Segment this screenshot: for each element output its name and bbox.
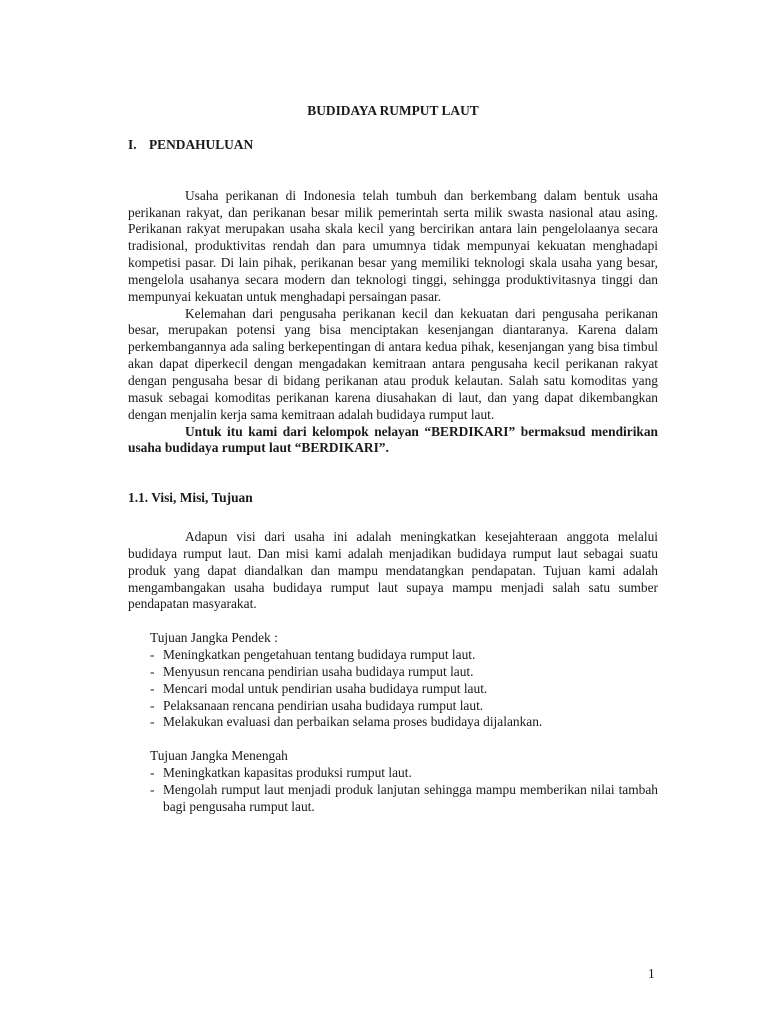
bullet-dash: -	[150, 714, 155, 730]
gap	[128, 731, 658, 748]
intent-paragraph: Untuk itu kami dari kelompok nelayan “BERDIKARI” bermaksud mendirikan usaha budidaya rumput laut “BERDIKARI”.	[128, 423, 658, 456]
list-item-text: Menyusun rencana pendirian usaha budidaya rumput laut.	[163, 663, 474, 679]
short-term-goals-list	[128, 647, 658, 731]
list-item	[150, 681, 658, 698]
page-number: 1	[648, 966, 655, 981]
list-item	[150, 782, 658, 816]
list-item	[150, 647, 658, 664]
list-item	[150, 765, 658, 782]
list-item-text: Mengolah rumput laut menjadi produk lanjutan sehingga mampu memberikan nilai tambah bagi pengusaha rumput laut.	[163, 782, 658, 814]
page-content	[128, 103, 658, 816]
section-number: I.	[128, 136, 137, 152]
list-item-text: Meningkatkan kapasitas produksi rumput laut.	[163, 765, 412, 781]
list-item-text: Melakukan evaluasi dan perbaikan selama proses budidaya dijalankan.	[163, 714, 543, 730]
list-item-text: Meningkatkan pengetahuan tentang budidaya rumput laut.	[163, 647, 476, 663]
gap	[128, 613, 658, 630]
bullet-dash: -	[150, 697, 155, 713]
subsection-spacer	[128, 457, 658, 490]
subsection-heading-spacer	[128, 507, 658, 529]
document-title: BUDIDAYA RUMPUT LAUT	[307, 103, 479, 118]
section-spacer	[128, 154, 658, 188]
short-term-goals-title: Tujuan Jangka Pendek :	[150, 630, 278, 646]
section-heading	[128, 137, 658, 154]
bullet-dash: -	[150, 680, 155, 696]
list-item	[150, 698, 658, 715]
list-item	[150, 714, 658, 731]
bullet-dash: -	[150, 765, 155, 781]
intro-paragraph-1: Usaha perikanan di Indonesia telah tumbuh dan berkembang dalam bentuk usaha perikanan rakyat, dan perikanan besar milik pemerintah serta milik swasta nasional atau asing. Perikanan rakyat merupakan usaha skala kecil yang bercirikan antara lain pengelolaanya secara tradisional, produktivitas rendah dan para umumnya tidak mempunyai kekuatan menghadapi kompetisi pasar. Di lain pihak, perikanan besar yang memiliki teknologi skala usaha yang besar, mengelola usahanya secara modern dan teknologi tinggi, sehingga produktivitasnya tinggi dan mempunyai kekuatan untuk menghadapi persaingan pasar.	[128, 187, 658, 304]
bullet-dash: -	[150, 647, 155, 663]
subsection-heading: 1.1. Visi, Misi, Tujuan	[128, 490, 253, 506]
vision-mission-paragraph: Adapun visi dari usaha ini adalah meningkatkan kesejahteraan anggota melalui budidaya rumput laut. Dan misi kami adalah menjadikan budidaya rumput laut sebagai suatu produk yang dapat diandalkan dan mampu mendatangkan pendapatan. Tujuan kami adalah mengambangakan usaha budidaya rumput laut supaya mampu menjadi salah satu sumber pendapatan masyarakat.	[128, 529, 658, 612]
intro-paragraph-2: Kelemahan dari pengusaha perikanan kecil dan kekuatan dari pengusaha perikanan besar, merupakan potensi yang bisa menciptakan kesenjangan diantaranya. Karena dalam perkembangannya ada saling berkepentingan di antara kedua pihak, kesenjangan yang bisa timbul akan dapat diperkecil dengan mengadakan kemitraan antara pengusaha kecil perikanan rakyat dengan pengusaha besar di bidang perikanan atau produk kelautan. Salah satu komoditas yang masuk sebagai komoditas perikanan karena diusahakan di laut, dan yang dapat dikembangkan dengan menjalin kerja sama kemitraan adalah budidaya rumput laut.	[128, 305, 658, 422]
section-heading-label: PENDAHULUAN	[149, 136, 254, 152]
bullet-dash: -	[150, 782, 155, 797]
list-item-text: Pelaksanaan rencana pendirian usaha budidaya rumput laut.	[163, 697, 484, 713]
medium-term-goals-list	[128, 765, 658, 816]
medium-term-goals-title: Tujuan Jangka Menengah	[150, 748, 288, 764]
bullet-dash: -	[150, 663, 155, 679]
list-item	[150, 664, 658, 681]
list-item-text: Mencari modal untuk pendirian usaha budidaya rumput laut.	[163, 680, 488, 696]
